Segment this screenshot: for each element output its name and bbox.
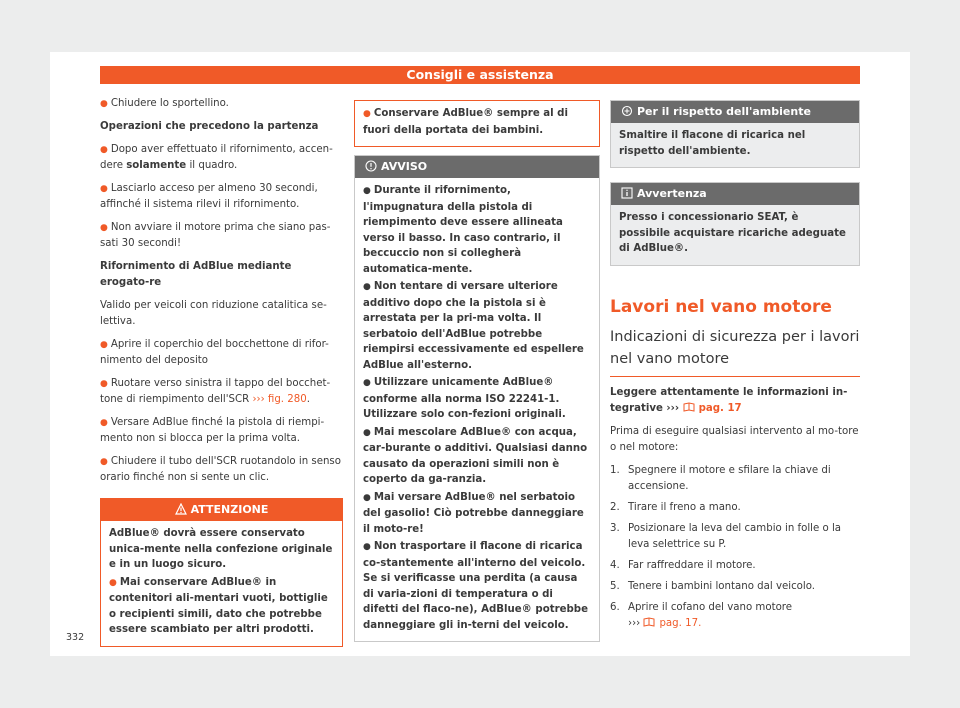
steps-list — [610, 463, 860, 632]
notice-box-header: AVVISO — [355, 156, 599, 178]
list-item: ● Non avviare il motore prima che siano pas-sati 30 secondi! — [100, 222, 331, 249]
list-item: ● Durante il rifornimento, l'impugnatura della pistola di riempimento deve essere allineata verso il basso. In caso contrario, il beccuccio non si collegherà automatica-mente. — [363, 185, 563, 275]
list-item: ● Versare AdBlue finché la pistola di riempi-mento non si blocca per la prima volta. — [100, 417, 325, 444]
book-icon — [683, 401, 695, 413]
column-middle — [354, 100, 600, 642]
bullet-icon: ● — [363, 492, 371, 503]
environment-box-header: Per il rispetto dell'ambiente — [611, 101, 859, 123]
info-box: Avvertenza Presso i concessionario SEAT, è possibile acquistare ricariche adeguate di AdBlue®. — [610, 182, 860, 266]
column-left — [100, 96, 343, 647]
environment-box: Per il rispetto dell'ambiente Smaltire il flacone di ricarica nel rispetto dell'ambiente. — [610, 100, 860, 168]
page-link[interactable]: pag. 17. — [659, 617, 702, 629]
step-item: 4. Far raffreddare il motore. — [610, 559, 756, 571]
step-item: 6. Aprire il cofano del vano motore ››› pag. 17. — [610, 601, 793, 629]
bullet-icon: ● — [363, 186, 371, 196]
column-right — [610, 100, 860, 637]
page-link[interactable]: pag. 17 — [698, 402, 742, 414]
list-item: ● Chiudere lo sportellino. — [100, 98, 229, 109]
paragraph: Prima di eseguire qualsiasi intervento al mo-tore o nel motore: — [610, 425, 859, 453]
section-heading: Rifornimento di AdBlue mediante erogato-re — [100, 261, 292, 288]
bullet-icon: ● — [363, 542, 371, 552]
list-item: ● Ruotare verso sinistra il tappo del bocchet-tone di riempimento dell'SCR ››› fig. 280. — [100, 378, 331, 405]
bullet-icon: ● — [100, 340, 108, 350]
info-icon — [621, 187, 633, 199]
section-title: Indicazioni di sicurezza per i lavori nel vano motore — [610, 326, 860, 377]
bullet-icon: ● — [100, 184, 108, 194]
page-number: 332 — [66, 632, 85, 643]
list-item: ● Chiudere il tubo dell'SCR ruotandolo in senso orario finché non si sente un clic. — [100, 456, 341, 483]
bullet-icon: ● — [363, 427, 371, 438]
book-icon — [643, 616, 655, 628]
step-item: 2. Tirare il freno a mano. — [610, 501, 741, 513]
info-box-header: Avvertenza — [611, 183, 859, 205]
warning-triangle-icon — [175, 503, 187, 515]
list-item: ● Aprire il coperchio del bocchettone di rifor-nimento del deposito — [100, 339, 329, 366]
step-item: 1. Spegnere il motore e sfilare la chiave di accensione. — [610, 464, 831, 492]
warning-box-body: AdBlue® dovrà essere conservato unica-mente nella confezione originale e in un luogo sicuro. ● Mai conservare AdBlue® in contenitori ali-mentari vuoti, bottiglie o recipienti simili, dato che potrebbe essere scambiato per altri prodotti. — [101, 521, 342, 646]
bullet-icon: ● — [100, 418, 108, 428]
paragraph: Valido per veicoli con riduzione catalitica se-lettiva. — [100, 300, 327, 327]
exclamation-circle-icon — [365, 160, 377, 172]
step-item: 3. Posizionare la leva del cambio in folle o la leva selettrice su P. — [610, 522, 842, 550]
bullet-icon: ● — [100, 379, 108, 389]
list-item: ● Mai mescolare AdBlue® con acqua, car-burante o additivi. Qualsiasi danno causato da operazioni simili non è coperto da ga-ranzia. — [363, 426, 588, 485]
warning-box — [100, 498, 343, 647]
chapter-title: Lavori nel vano motore — [610, 296, 832, 317]
notice-box-body — [355, 178, 599, 641]
figure-link[interactable]: ››› fig. 280 — [252, 394, 307, 405]
list-item: ● Lasciarlo acceso per almeno 30 secondi, affinché il sistema rilevi il rifornimento. — [100, 183, 318, 210]
list-item: ● Mai conservare AdBlue® in contenitori ali-mentari vuoti, bottiglie o recipienti simili, dato che potrebbe essere scambiato per altri prodotti. — [109, 576, 328, 635]
bullet-icon: ● — [363, 378, 371, 388]
list-item: ● Mai versare AdBlue® nel serbatoio del gasolio! Ciò potrebbe danneggiare il moto-re! — [363, 491, 584, 535]
list-item: ● Non tentare di versare ulteriore additivo dopo che la pistola si è arrestata per la pri-ma volta. Il serbatoio dell'AdBlue potrebbe riempirsi eccessivamente ed espellere AdBlue all'esterno. — [363, 281, 584, 371]
bullet-icon: ● — [100, 99, 108, 109]
bullet-icon: ● — [363, 109, 371, 119]
list-item: ● Conservare AdBlue® sempre al di fuori della portata dei bambini. — [363, 108, 568, 136]
section-heading: Operazioni che precedono la partenza — [100, 121, 319, 132]
warning-box-header: ATTENZIONE — [101, 499, 342, 521]
bullet-icon: ● — [100, 145, 108, 155]
bullet-icon: ● — [100, 457, 108, 467]
safety-box — [354, 100, 600, 147]
list-item: ● Utilizzare unicamente AdBlue® conforme alla norma ISO 22241-1. Utilizzare solo con-fezioni originali. — [363, 377, 566, 420]
leaf-icon — [621, 105, 633, 117]
bullet-icon: ● — [109, 577, 117, 588]
bullet-icon: ● — [363, 282, 371, 292]
page-header: Consigli e assistenza — [100, 66, 860, 84]
step-item: 5. Tenere i bambini lontano dal veicolo. — [610, 580, 816, 592]
bullet-icon: ● — [100, 223, 108, 233]
notice-box — [354, 155, 600, 642]
list-item: ● Dopo aver effettuato il rifornimento, accen-dere solamente il quadro. — [100, 144, 333, 171]
list-item: ● Non trasportare il flacone di ricarica co-stantemente all'interno del veicolo. Se si verificasse una perdita (a causa di varia-zioni di temperatura o di difetti del flaco-ne), AdBlue® potrebbe danneggiare gli in-terni del veicolo. — [363, 541, 588, 631]
lead-paragraph: Leggere attentamente le informazioni in-tegrative ››› pag. 17 — [610, 386, 848, 414]
